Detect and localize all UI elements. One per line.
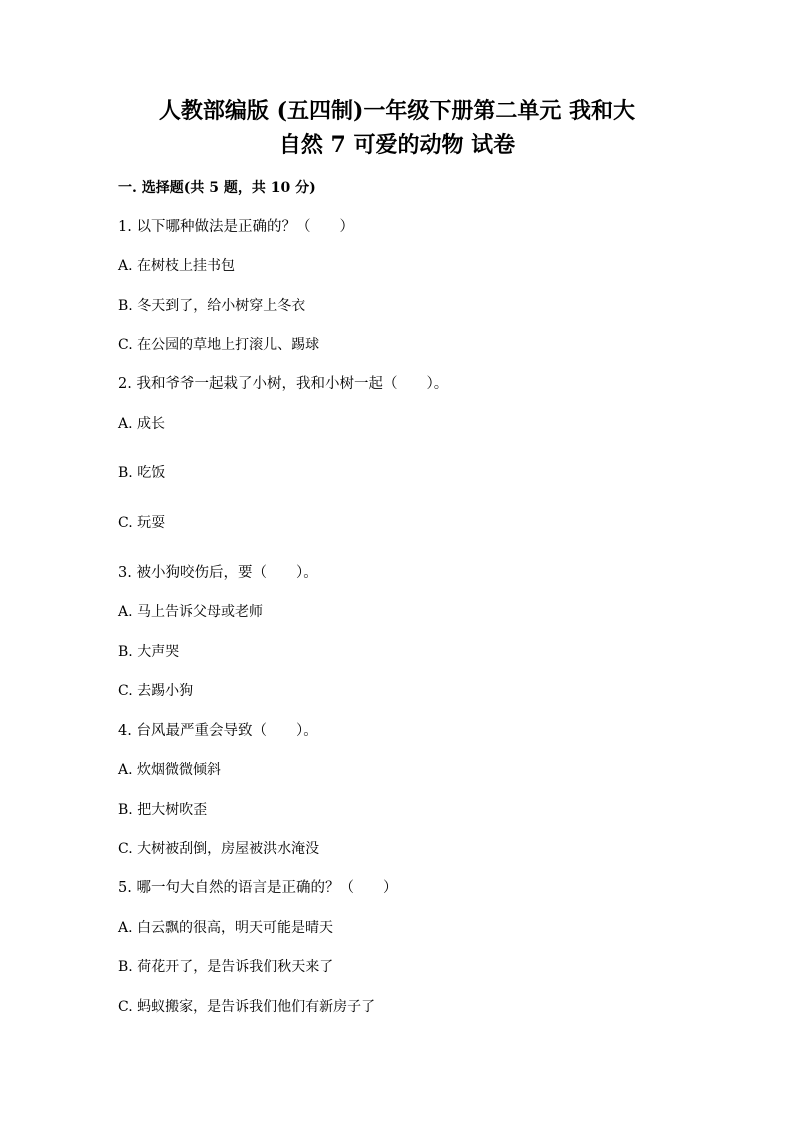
question-1-option-c: C. 在公园的草地上打滚儿、踢球	[118, 337, 320, 353]
question-5-option-a: A. 白云飘的很高，明天可能是晴天	[118, 920, 334, 936]
question-2-option-c: C. 玩耍	[118, 515, 166, 531]
exam-title-line-2: 自然 7 可爱的动物 试卷	[278, 132, 516, 158]
question-4-option-a: A. 炊烟微微倾斜	[118, 762, 222, 778]
exam-title-line-1: 人教部编版 (五四制)一年级下册第二单元 我和大	[158, 98, 636, 124]
question-2-option-b: B. 吃饭	[118, 465, 166, 481]
question-5-stem: 5. 哪一句大自然的语言是正确的？（ ）	[118, 880, 398, 896]
section-heading: 一. 选择题(共 5 题，共 10 分)	[118, 180, 316, 196]
question-2-option-a: A. 成长	[118, 416, 166, 432]
question-5-option-b: B. 荷花开了，是告诉我们秋天来了	[118, 959, 334, 975]
question-2-stem: 2. 我和爷爷一起栽了小树，我和小树一起（ ）。	[118, 376, 449, 392]
question-1-stem: 1. 以下哪种做法是正确的？（ ）	[118, 219, 354, 235]
question-3-option-a: A. 马上告诉父母或老师	[118, 604, 264, 620]
question-3-stem: 3. 被小狗咬伤后，要（ ）。	[118, 565, 318, 581]
question-1-option-a: A. 在树枝上挂书包	[118, 258, 236, 274]
question-3-option-b: B. 大声哭	[118, 644, 180, 660]
exam-title	[120, 94, 674, 162]
question-4-option-b: B. 把大树吹歪	[118, 802, 208, 818]
question-4-option-c: C. 大树被刮倒，房屋被洪水淹没	[118, 841, 320, 857]
question-3-option-c: C. 去踢小狗	[118, 683, 194, 699]
question-1-option-b: B. 冬天到了，给小树穿上冬衣	[118, 298, 306, 314]
question-5-option-c: C. 蚂蚁搬家，是告诉我们他们有新房子了	[118, 999, 376, 1015]
question-4-stem: 4. 台风最严重会导致（ ）。	[118, 723, 318, 739]
